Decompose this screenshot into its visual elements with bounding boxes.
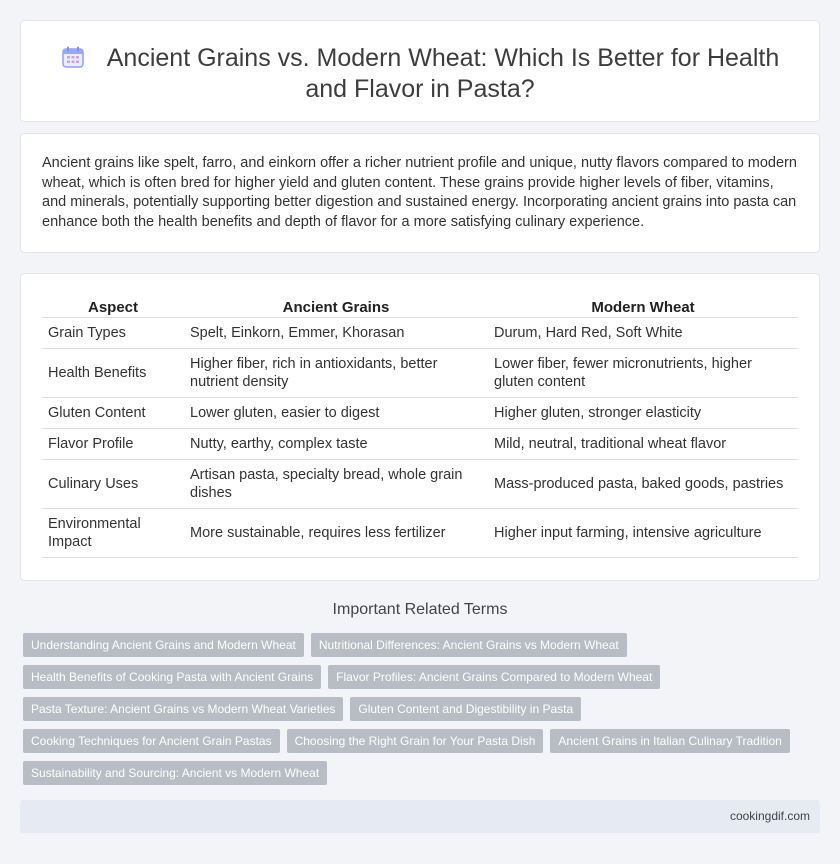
table-cell: Higher input farming, intensive agriculture xyxy=(488,508,798,557)
table-row xyxy=(42,397,798,428)
related-term-tag[interactable]: Gluten Content and Digestibility in Pasta xyxy=(350,697,581,721)
tag-row xyxy=(23,633,823,657)
table-cell: Higher gluten, stronger elasticity xyxy=(488,397,798,428)
column-header-ancient-grains: Ancient Grains xyxy=(184,295,488,317)
table-cell: Mass-produced pasta, baked goods, pastries xyxy=(488,459,798,508)
table-cell: Lower fiber, fewer micronutrients, higher gluten content xyxy=(488,348,798,397)
column-header-aspect: Aspect xyxy=(42,295,184,317)
table-cell: Gluten Content xyxy=(42,397,184,428)
table-cell: Flavor Profile xyxy=(42,428,184,459)
related-term-tag[interactable]: Nutritional Differences: Ancient Grains vs Modern Wheat xyxy=(311,633,627,657)
table-cell: More sustainable, requires less fertilizer xyxy=(184,508,488,557)
table-cell: Artisan pasta, specialty bread, whole grain dishes xyxy=(184,459,488,508)
table-cell: Nutty, earthy, complex taste xyxy=(184,428,488,459)
table-cell: Mild, neutral, traditional wheat flavor xyxy=(488,428,798,459)
intro-card xyxy=(20,133,820,253)
calendar-icon xyxy=(61,45,85,69)
tag-row xyxy=(23,761,823,785)
table-header-row xyxy=(42,295,798,317)
comparison-table-card xyxy=(20,273,820,581)
related-term-tag[interactable]: Choosing the Right Grain for Your Pasta Dish xyxy=(287,729,544,753)
footer-site-link[interactable]: cookingdif.com xyxy=(729,809,810,823)
related-term-tag[interactable]: Pasta Texture: Ancient Grains vs Modern Wheat Varieties xyxy=(23,697,343,721)
table-cell: Higher fiber, rich in antioxidants, better nutrient density xyxy=(184,348,488,397)
page-title-wrap xyxy=(21,43,819,105)
table-row xyxy=(42,428,798,459)
tag-row xyxy=(23,697,823,721)
related-terms xyxy=(23,633,823,793)
column-header-modern-wheat: Modern Wheat xyxy=(488,295,798,317)
related-terms-heading: Important Related Terms xyxy=(332,601,508,618)
table-cell: Lower gluten, easier to digest xyxy=(184,397,488,428)
table-cell: Culinary Uses xyxy=(42,459,184,508)
table-cell: Grain Types xyxy=(42,317,184,348)
intro-text: Ancient grains like spelt, farro, and einkorn offer a richer nutrient profile and unique, nutty flavors compared to modern wheat, which is often bred for higher yield and gluten content. These grains provide higher levels of fiber, vitamins, and minerals, potentially supporting better digestion and sustained energy. Incorporating ancient grains into pasta can enhance both the health benefits and depth of flavor for a more satisfying culinary experience. xyxy=(42,155,797,230)
table-row xyxy=(42,317,798,348)
related-term-tag[interactable]: Understanding Ancient Grains and Modern Wheat xyxy=(23,633,304,657)
page-title: Ancient Grains vs. Modern Wheat: Which Is Better for Health and Flavor in Pasta? xyxy=(106,44,780,103)
table-row xyxy=(42,459,798,508)
table-cell: Durum, Hard Red, Soft White xyxy=(488,317,798,348)
related-term-tag[interactable]: Flavor Profiles: Ancient Grains Compared to Modern Wheat xyxy=(328,665,660,689)
table-row xyxy=(42,508,798,557)
tag-row xyxy=(23,729,823,753)
related-term-tag[interactable]: Cooking Techniques for Ancient Grain Pastas xyxy=(23,729,280,753)
table-cell: Health Benefits xyxy=(42,348,184,397)
footer xyxy=(20,800,820,833)
title-card xyxy=(20,20,820,122)
related-term-tag[interactable]: Health Benefits of Cooking Pasta with Ancient Grains xyxy=(23,665,321,689)
related-term-tag[interactable]: Ancient Grains in Italian Culinary Tradition xyxy=(550,729,789,753)
table-row xyxy=(42,348,798,397)
tag-row xyxy=(23,665,823,689)
table-cell: Environmental Impact xyxy=(42,508,184,557)
table-cell: Spelt, Einkorn, Emmer, Khorasan xyxy=(184,317,488,348)
comparison-table xyxy=(42,295,798,558)
related-term-tag[interactable]: Sustainability and Sourcing: Ancient vs Modern Wheat xyxy=(23,761,327,785)
